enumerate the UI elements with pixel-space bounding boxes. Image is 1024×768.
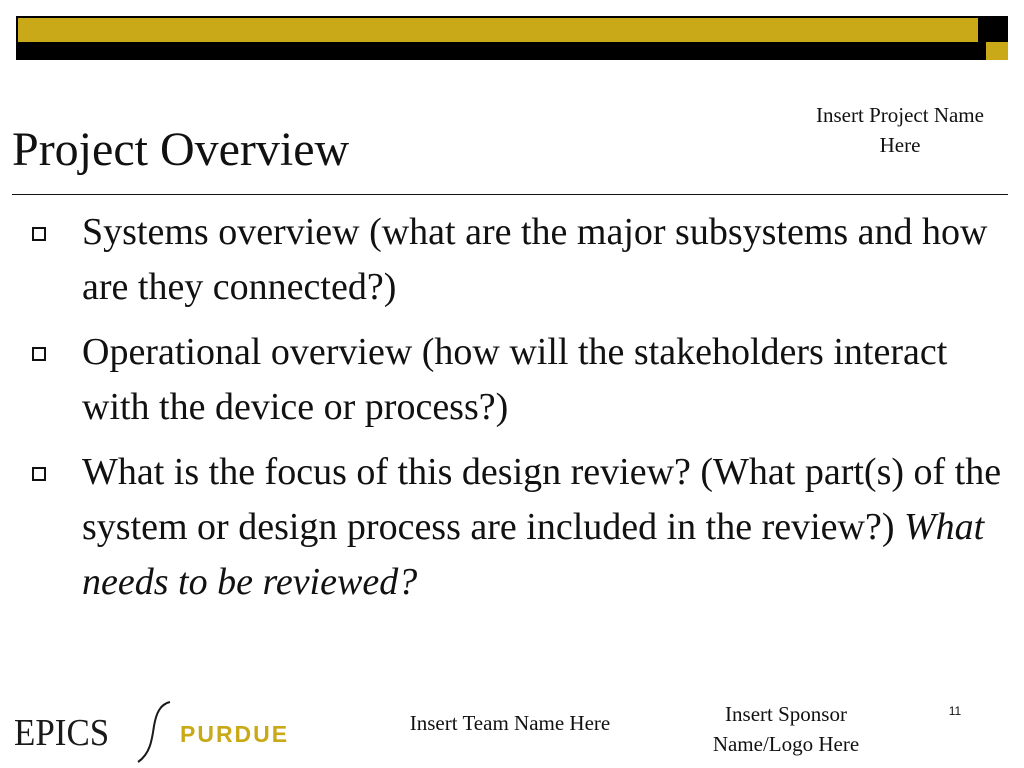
bullet-text-italic: What needs to be reviewed? <box>82 506 985 603</box>
slide-number: 11 <box>948 704 962 718</box>
hollow-square-bullet-icon <box>32 347 46 361</box>
bullet-text: What is the focus of this design review? (What part(s) of the system or design process are included in the review?) <box>82 451 1002 548</box>
bullet-text: Systems overview (what are the major subsystems and how are they connected?) <box>82 211 988 308</box>
logo-wordmark-purdue: PURDUE <box>180 721 290 747</box>
top-band-corner-square <box>986 42 1008 60</box>
bullet-item <box>30 445 1010 610</box>
bullet-item <box>30 325 1010 435</box>
epics-purdue-logo <box>14 700 290 764</box>
footer-sponsor: Insert Sponsor Name/Logo Here <box>712 702 860 756</box>
footer-team-name: Insert Team Name Here <box>409 711 611 735</box>
project-name-placeholder: Insert Project Name Here <box>816 103 984 157</box>
logo-wordmark-epics: EPICS <box>14 712 110 754</box>
logo-swoosh-icon <box>130 700 180 764</box>
top-band-gold-stripe <box>18 18 978 42</box>
slide-title: Project Overview <box>12 123 350 176</box>
bullet-list <box>30 205 1010 620</box>
title-divider <box>12 194 1008 195</box>
bullet-text: Operational overview (how will the stakeholders interact with the device or process?) <box>82 331 948 428</box>
bullet-item <box>30 205 1010 315</box>
hollow-square-bullet-icon <box>32 467 46 481</box>
hollow-square-bullet-icon <box>32 227 46 241</box>
